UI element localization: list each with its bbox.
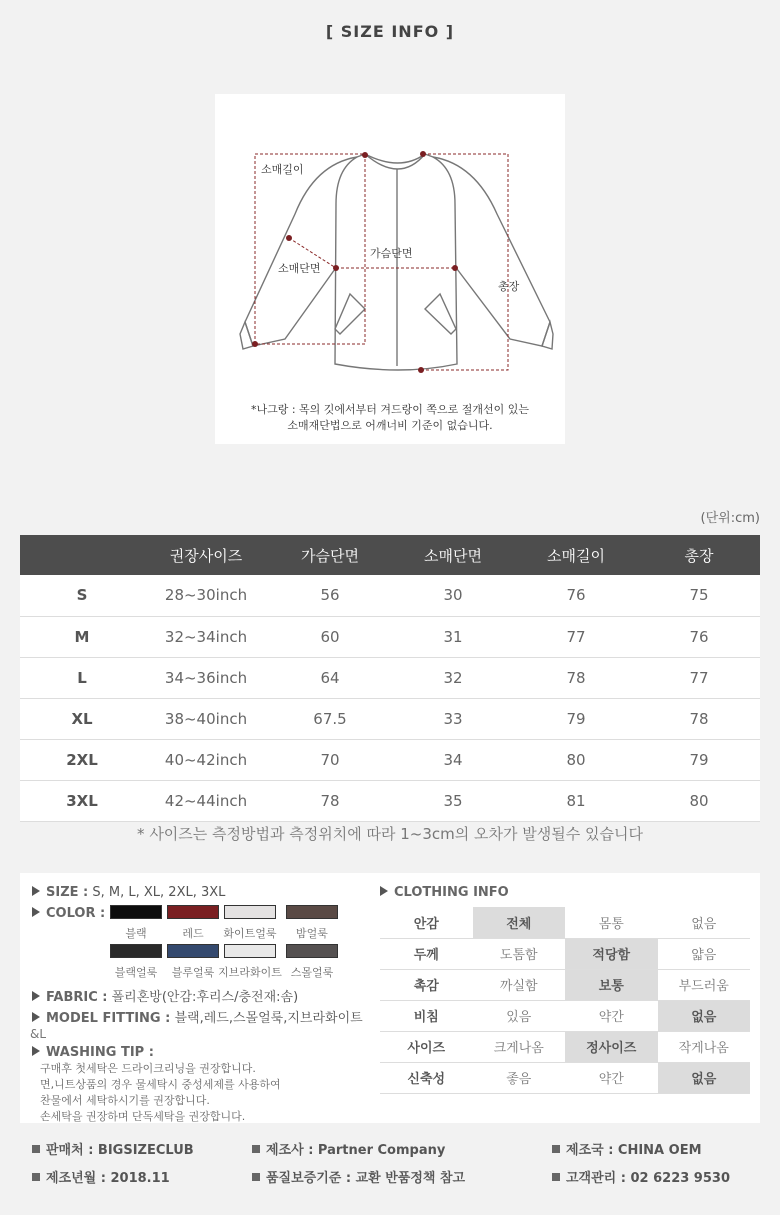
clothing-info-option: 작게나옴 [658,1031,751,1062]
clothing-info-option-selected: 보통 [565,969,658,1000]
footer-country: 제조국 : CHINA OEM [552,1139,702,1158]
product-info-panel [20,873,760,1123]
clothing-info-option-selected: 전체 [473,907,566,938]
raglan-note: *나그랑 : 목의 깃에서부터 겨드랑이 쪽으로 절개선이 있는 소매재단법으로 어깨너비 기준이 없습니다. [250,403,530,432]
color-swatch [224,944,276,958]
table-row: 2XL 40~42inch 70 34 80 79 [20,739,760,780]
footer-maker: 제조사 : Partner Company [252,1139,445,1158]
clothing-info-option-selected: 적당함 [565,938,658,969]
color-swatch [286,905,338,919]
clothing-info-table [380,907,750,1094]
color-swatch-label: 블루얼룩 [171,966,215,979]
footer-cs: 고객관리 : 02 6223 9530 [552,1167,730,1186]
label-chest: 가슴단면 [370,247,413,260]
square-bullet-icon [552,1173,560,1181]
table-row: XL 38~40inch 67.5 33 79 78 [20,698,760,739]
square-bullet-icon [252,1145,260,1153]
color-swatch [224,905,276,919]
jacket-illustration [215,94,565,444]
triangle-bullet-icon [32,1012,40,1022]
footer-seller: 판매처 : BIGSIZECLUB [32,1139,194,1158]
color-row: COLOR : [32,906,105,921]
clothing-info-title: CLOTHING INFO [380,885,509,900]
color-swatch [286,944,338,958]
footer-warranty: 품질보증기준 : 교환 반품정책 참고 [252,1167,465,1186]
clothing-info-label: 두께 [380,938,473,969]
square-bullet-icon [252,1173,260,1181]
clothing-info-row [380,1031,750,1062]
color-swatch-label: 밤얼룩 [296,927,328,940]
clothing-info-option: 없음 [658,907,751,938]
model-fitting-row: MODEL FITTING : 블랙,레드,스몰얼룩,지브라화이트 [32,1007,363,1026]
size-table [20,535,760,822]
clothing-info-option: 몸통 [565,907,658,938]
clothing-info-option: 까실함 [473,969,566,1000]
square-bullet-icon [552,1145,560,1153]
fabric-row: FABRIC : 폴리혼방(안감:후리스/충전재:솜) [32,986,298,1005]
clothing-info-row [380,1000,750,1031]
clothing-info-row [380,1062,750,1093]
clothing-info-option: 도톰함 [473,938,566,969]
triangle-bullet-icon [32,886,40,896]
label-length: 총장 [498,280,520,293]
size-row: SIZE : S, M, L, XL, 2XL, 3XL [32,885,225,900]
table-row: M 32~34inch 60 31 77 76 [20,616,760,657]
triangle-bullet-icon [380,886,388,896]
clothing-info-label: 비침 [380,1000,473,1031]
clothing-info-option: 얇음 [658,938,751,969]
unit-label: (단위:cm) [700,511,760,526]
triangle-bullet-icon [32,991,40,1001]
model-fitting-cont: &L [30,1027,47,1041]
table-row: L 34~36inch 64 32 78 77 [20,657,760,698]
table-row: 3XL 42~44inch 78 35 81 80 [20,780,760,821]
clothing-info-option: 부드러움 [658,969,751,1000]
clothing-info-option: 약간 [565,1062,658,1093]
size-table-header: 권장사이즈 가슴단면 소매단면 소매길이 총장 [20,535,760,575]
clothing-info-option: 좋음 [473,1062,566,1093]
clothing-info-label: 촉감 [380,969,473,1000]
size-note: * 사이즈는 측정방법과 측정위치에 따라 1~3cm의 오차가 발생될수 있습니다 [137,825,643,843]
table-row: S 28~30inch 56 30 76 75 [20,575,760,616]
label-sleeve-width: 소매단면 [278,262,321,275]
clothing-info-option: 있음 [473,1000,566,1031]
triangle-bullet-icon [32,1046,40,1056]
color-swatch [167,944,219,958]
label-sleeve-length: 소매길이 [261,163,304,176]
square-bullet-icon [32,1145,40,1153]
clothing-info-option-selected: 없음 [658,1062,751,1093]
clothing-info-row [380,907,750,938]
washing-tips: 구매후 첫세탁은 드라이크리닝을 권장합니다. 면,니트상품의 경우 물세탁시 중성세제를 사용하여 찬물에서 세탁하시기를 권장합니다. 손세탁을 권장하며 단독세탁을 권장합니다. [40,1062,281,1123]
color-swatch-label: 스몰얼룩 [290,966,334,979]
clothing-info-label: 신축성 [380,1062,473,1093]
color-swatch-label: 블랙얼룩 [114,966,158,979]
washing-tip-row: WASHING TIP : [32,1045,154,1060]
color-swatch [167,905,219,919]
clothing-info-option-selected: 정사이즈 [565,1031,658,1062]
color-swatch [110,944,162,958]
triangle-bullet-icon [32,907,40,917]
color-swatch-label: 블랙 [125,927,147,940]
clothing-info-option: 크게나옴 [473,1031,566,1062]
page-title: [ SIZE INFO ] [325,22,455,41]
clothing-info-row [380,938,750,969]
clothing-info-row [380,969,750,1000]
measurement-diagram [215,94,565,444]
color-swatch-label: 화이트얼룩 [223,927,277,940]
footer-date: 제조년월 : 2018.11 [32,1167,170,1186]
clothing-info-option-selected: 없음 [658,1000,751,1031]
color-swatch-label: 지브라화이트 [218,966,282,979]
square-bullet-icon [32,1173,40,1181]
color-swatch-label: 레드 [182,927,204,940]
clothing-info-label: 안감 [380,907,473,938]
clothing-info-option: 약간 [565,1000,658,1031]
clothing-info-label: 사이즈 [380,1031,473,1062]
color-swatch [110,905,162,919]
